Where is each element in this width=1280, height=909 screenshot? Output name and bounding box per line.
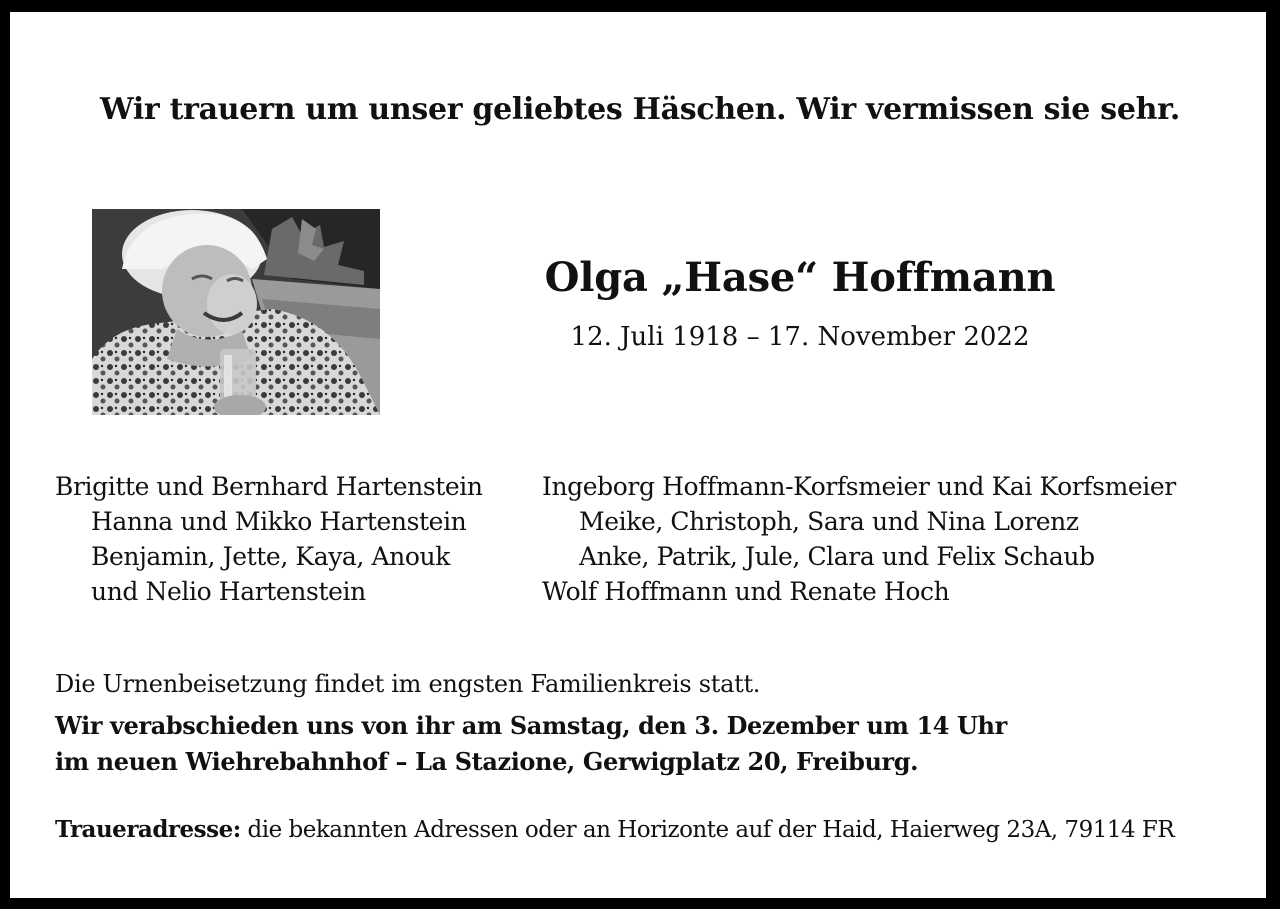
family-right-line: Ingeborg Hoffmann-Korfsmeier und Kai Korfsmeier — [542, 472, 1176, 501]
life-dates: 12. Juli 1918 – 17. November 2022 — [570, 322, 1030, 352]
farewell-notice — [55, 708, 1007, 780]
family-left-line: Brigitte und Bernhard Hartenstein — [55, 472, 483, 501]
burial-notice: Die Urnenbeisetzung findet im engsten Familienkreis statt. — [55, 670, 761, 698]
deceased-name: Olga „Hase“ Hoffmann — [544, 254, 1056, 301]
family-left-line: Benjamin, Jette, Kaya, Anouk — [91, 542, 450, 571]
farewell-line: Wir verabschieden uns von ihr am Samstag, den 3. Dezember um 14 Uhr — [55, 711, 1007, 740]
farewell-line: im neuen Wiehrebahnhof – La Stazione, Gerwigplatz 20, Freiburg. — [55, 747, 919, 776]
family-left-line: und Nelio Hartenstein — [91, 577, 366, 606]
family-left-line: Hanna und Mikko Hartenstein — [91, 507, 467, 536]
family-right-line: Meike, Christoph, Sara und Nina Lorenz — [579, 507, 1079, 536]
mourning-address — [55, 816, 1174, 843]
family-right-line: Wolf Hoffmann und Renate Hoch — [542, 577, 950, 606]
portrait-photo — [92, 209, 380, 415]
address-text: die bekannten Adressen oder an Horizonte auf der Haid, Haierweg 23A, 79114 FR — [247, 817, 1175, 843]
address-label: Traueradresse: — [55, 816, 241, 843]
family-right-line: Anke, Patrik, Jule, Clara und Felix Schaub — [579, 542, 1095, 571]
headline: Wir trauern um unser geliebtes Häschen. Wir vermissen sie sehr. — [99, 92, 1181, 127]
